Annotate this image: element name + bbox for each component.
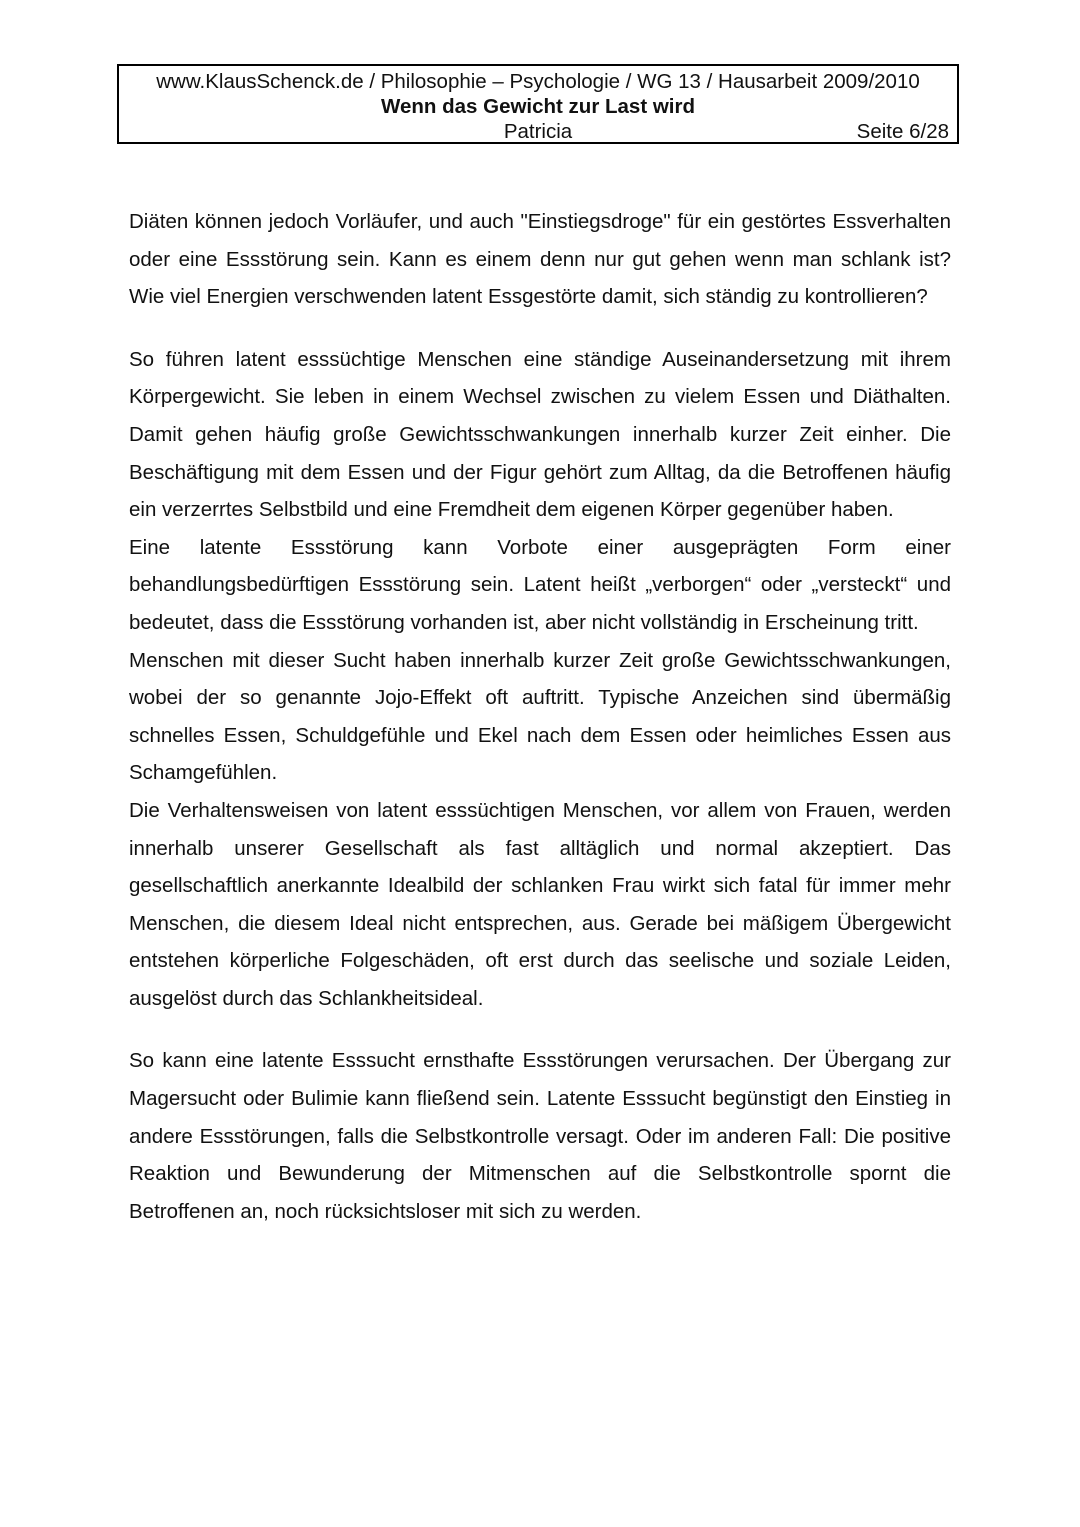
paragraph: Die Verhaltensweisen von latent esssüchtigen Menschen, vor allem von Frauen, werden innerhalb unserer Gesellschaft als fast alltäglich und normal akzeptiert. Das gesellschaftlich anerkannte Idealbild der schlanken Frau wirkt sich fatal für immer mehr Menschen, die diesem Ideal nicht entsprechen, aus. Gerade bei mäßigem Übergewicht entstehen körperliche Folgeschäden, oft erst durch das seelische und soziale Leiden, ausgelöst durch das Schlankheitsideal. <box>129 798 951 1010</box>
header-source-line: www.KlausSchenck.de / Philosophie – Psychologie / WG 13 / Hausarbeit 2009/2010 <box>156 70 920 93</box>
paragraph: Menschen mit dieser Sucht haben innerhalb kurzer Zeit große Gewichtsschwankungen, wobei der so genannte Jojo-Effekt oft auftritt. Typische Anzeichen sind übermäßig schnelles Essen, Schuldgefühle und Ekel nach dem Essen oder heimliches Essen aus Schamgefühlen. <box>129 648 951 785</box>
page-number: Seite 6/28 <box>856 120 949 143</box>
paragraph: Eine latente Essstörung kann Vorbote einer ausgeprägten Form einer behandlungsbedürftigen Essstörung sein. Latent heißt „verborgen“ oder „versteckt“ und bedeutet, dass die Essstörung vorhanden ist, aber nicht vollständig in Erscheinung tritt. <box>129 535 951 634</box>
body-text <box>129 203 951 1230</box>
page-header <box>117 64 959 144</box>
author-name: Patricia <box>503 120 573 143</box>
document-title: Wenn das Gewicht zur Last wird <box>380 95 695 118</box>
paragraph: So führen latent esssüchtige Menschen eine ständige Auseinandersetzung mit ihrem Körpergewicht. Sie leben in einem Wechsel zwischen zu vielem Essen und Diäthalten. Damit gehen häufig große Gewichtsschwankungen innerhalb kurzer Zeit einher. Die Beschäftigung mit dem Essen und der Figur gehört zum Alltag, da die Betroffenen häufig ein verzerrtes Selbstbild und eine Fremdheit dem eigenen Körper gegenüber haben. <box>129 347 951 522</box>
paragraph: Diäten können jedoch Vorläufer, und auch "Einstiegsdroge" für ein gestörtes Essverhalten oder eine Essstörung sein. Kann es einem denn nur gut gehen wenn man schlank ist? Wie viel Energien verschwenden latent Essgestörte damit, sich ständig zu kontrollieren? <box>129 210 951 309</box>
paragraph: So kann eine latente Esssucht ernsthafte Essstörungen verursachen. Der Übergang zur Magersucht oder Bulimie kann fließend sein. Latente Esssucht begünstigt den Einstieg in andere Essstörungen, falls die Selbstkontrolle versagt. Oder im anderen Fall: Die positive Reaktion und Bewunderung der Mitmenschen auf die Selbstkontrolle spornt die Betroffenen an, noch rücksichtsloser mit sich zu werden. <box>129 1049 951 1223</box>
